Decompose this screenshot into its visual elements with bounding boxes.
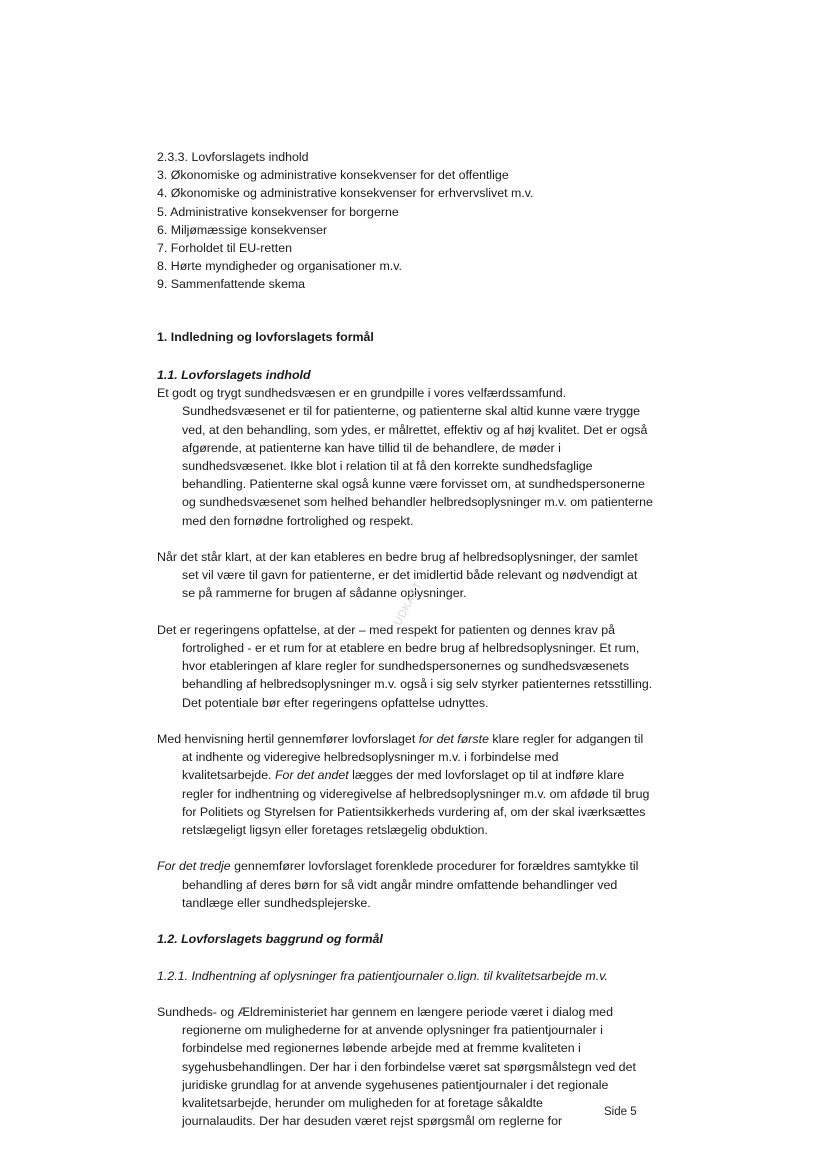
toc-item: 6. Miljømæssige konsekvenser — [157, 222, 328, 237]
text-run: kvalitetsarbejde. — [182, 768, 275, 783]
toc-item: 5. Administrative konsekvenser for borgerne — [157, 204, 399, 219]
text-line: med den fornødne fortrolighed og respekt. — [182, 513, 414, 528]
text-line: journalaudits. Der har desuden været rejst spørgsmål om reglerne for — [182, 1114, 563, 1129]
paragraph-3 — [157, 621, 677, 712]
section-heading-1-2-1: 1.2.1. Indhentning af oplysninger fra patientjournaler o.lign. til kvalitetsarbejde m.v. — [157, 968, 608, 983]
emphasis-text: For det tredje — [157, 859, 231, 874]
text-line: se på rammerne for brugen af sådanne oplysninger. — [182, 586, 467, 601]
text-line: at indhente og videregive helbredsoplysninger m.v. i forbindelse med — [182, 750, 559, 765]
text-line: ved, at den behandling, som ydes, er målrettet, effektiv og af høj kvalitet. Det er også — [182, 422, 648, 437]
text-line: behandling af deres børn for så vidt angår mindre omfattende behandlinger ved — [182, 877, 618, 892]
text-line: sundhedsvæsenet. Ikke blot i relation til at få den korrekte sundhedsfaglige — [182, 459, 593, 474]
text-line: og sundhedsvæsenet som helhed behandler helbredsoplysninger m.v. om patienterne — [182, 495, 653, 510]
text-run: lægges der med lovforslaget op til at indføre klare — [348, 768, 625, 783]
text-line: juridiske grundlag for at anvende sygehusenes patientjournaler i det regionale — [182, 1077, 609, 1092]
toc-item: 2.3.3. Lovforslagets indhold — [157, 150, 309, 164]
text-line: Det potentiale bør efter regeringens opfattelse udnyttes. — [182, 695, 489, 710]
paragraph-5 — [157, 857, 677, 912]
text-run: gennemfører lovforslaget forenklede procedurer for forældres samtykke til — [230, 859, 639, 874]
text-line: sygehusbehandlingen. Der har i den forbindelse været sat spørgsmålstegn ved det — [182, 1059, 636, 1074]
toc-item: 3. Økonomiske og administrative konsekvenser for det offentlige — [157, 168, 509, 183]
text-line: regionerne om mulighederne for at anvende oplysninger fra patientjournaler i — [182, 1023, 603, 1038]
emphasis-text: for det første — [418, 732, 489, 747]
text-line: Et godt og trygt sundhedsvæsen er en grundpille i vores velfærdssamfund. — [157, 386, 567, 401]
section-heading-1-2: 1.2. Lovforslagets baggrund og formål — [157, 932, 383, 947]
text-line: Det er regeringens opfattelse, at der – med respekt for patienten og dennes krav på — [157, 622, 616, 637]
text-line: hvor etableringen af klare regler for sundhedspersonernes og sundhedsvæsenets — [182, 659, 630, 674]
paragraph-1 — [157, 384, 677, 530]
text-line: Sundhedsvæsenet er til for patienterne, og patienterne skal altid kunne være trygge — [182, 404, 641, 419]
toc-item: 7. Forholdet til EU-retten — [157, 241, 292, 256]
text-line: tandlæge eller sundhedsplejerske. — [182, 895, 371, 910]
page-number: Side 5 — [604, 1106, 637, 1118]
section-heading-1: 1. Indledning og lovforslagets formål — [157, 330, 374, 344]
text-line — [157, 766, 677, 784]
text-line: Når det står klart, at der kan etableres en bedre brug af helbredsoplysninger, der samlet — [157, 550, 638, 565]
text-line: set vil være til gavn for patienterne, er det imidlertid både relevant og nødvendigt at — [182, 568, 638, 583]
text-line — [157, 730, 677, 748]
text-line: retslægeligt ligsyn eller foretages retslægelig obduktion. — [182, 823, 488, 838]
toc-item: 4. Økonomiske og administrative konsekvenser for erhvervslivet m.v. — [157, 186, 534, 201]
text-run: Med henvisning hertil gennemfører lovforslaget — [157, 732, 419, 747]
section-heading-1-1: 1.1. Lovforslagets indhold — [157, 368, 311, 382]
toc-item: 9. Sammenfattende skema — [157, 277, 306, 292]
text-line: fortrolighed - er et rum for at etablere en bedre brug af helbredsoplysninger. Et rum, — [182, 641, 640, 656]
text-line — [157, 857, 677, 875]
text-run: klare regler for adgangen til — [488, 732, 644, 747]
text-line: forbindelse med regionernes løbende arbejde med at fremme kvaliteten i — [182, 1041, 581, 1056]
text-line: for Politiets og Styrelsen for Patientsikkerheds vurdering af, om der skal iværksættes — [182, 804, 646, 819]
text-line: behandling. Patienterne skal også kunne være forvisset om, at sundhedspersonerne — [182, 477, 645, 492]
table-of-contents — [157, 148, 717, 294]
text-line: regler for indhentning og videregivelse af helbredsoplysninger m.v. om afdøde til brug — [182, 786, 650, 801]
text-line: afgørende, at patienterne kan have tillid til de behandlere, de møder i — [182, 440, 561, 455]
text-line: behandling af helbredsoplysninger m.v. også i sig selv styrker patienternes retsstilling. — [182, 677, 653, 692]
toc-item: 8. Hørte myndigheder og organisationer m.v. — [157, 259, 402, 274]
draft-watermark: UDKAST — [392, 579, 425, 628]
text-line: kvalitetsarbejde, herunder om muligheden for at foretage såkaldte — [182, 1096, 543, 1111]
paragraph-6 — [157, 1003, 677, 1130]
document-body — [157, 366, 677, 1130]
paragraph-4 — [157, 730, 677, 839]
emphasis-text: For det andet — [274, 768, 349, 783]
text-line: Sundheds- og Ældreministeriet har gennem en længere periode været i dialog med — [157, 1005, 613, 1019]
